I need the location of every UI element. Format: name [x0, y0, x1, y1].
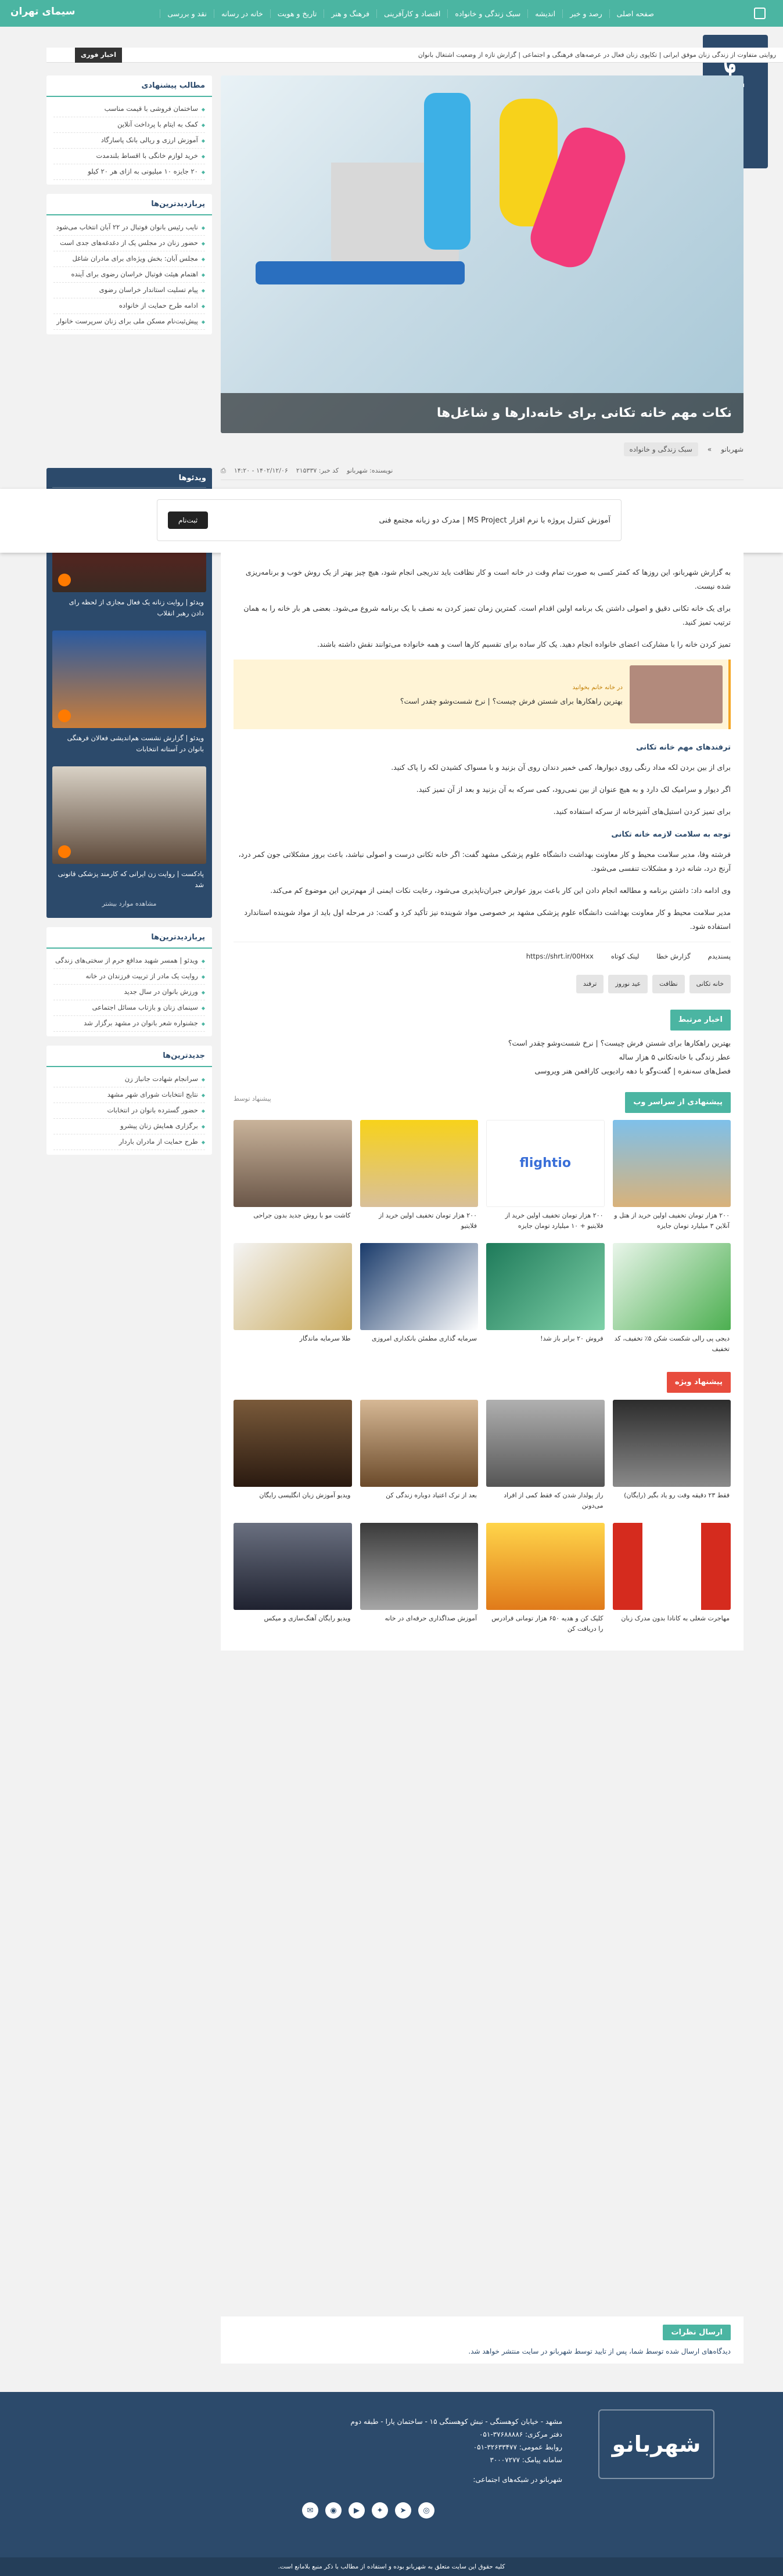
- author: نویسنده: شهربانو: [347, 467, 393, 474]
- section-heading: توجه به سلامت لازمه خانه تکانی: [611, 830, 731, 839]
- special-card[interactable]: بعد از ترک اعتیاد دوباره زندگی کن: [360, 1400, 479, 1515]
- paragraph: برای از بین بردن لکه مداد رنگی روی دیوارها، کمی خمیر دندان روی آن بزنید و با مسواک کشیدن لکه را پاک کنید.: [391, 763, 731, 772]
- hero-image: [221, 75, 744, 433]
- special-section: [234, 1372, 731, 1638]
- list-item[interactable]: ◆ ورزش بانوان در سال جدید: [53, 985, 205, 1000]
- article-meta: [221, 462, 744, 480]
- sponsored-card[interactable]: دیجی پی رالی شکست شکن ۵٪ تخفیف، کد تخفیف: [613, 1243, 731, 1358]
- list-item[interactable]: ◆ طرح حمایت از مادران باردار: [53, 1134, 205, 1150]
- list-item[interactable]: ◆ آموزش ارزی و ریالی بانک پاسارگاد: [53, 133, 205, 149]
- comments-section: [221, 2316, 744, 2364]
- list-item[interactable]: ◆ پیش‌ثبت‌نام مسکن ملی برای زنان سرپرست خانوار: [53, 314, 205, 330]
- section-title: پیشنهاد ویژه: [667, 1372, 731, 1393]
- sponsored-note: پیشنهاد توسط: [234, 1095, 271, 1103]
- special-card[interactable]: کلیک کن و هدیه ۶۵۰ هزار تومانی فرادرس را دریافت کن: [486, 1523, 605, 1638]
- list-item[interactable]: ◆ حضور گسترده بانوان در انتخابات: [53, 1103, 205, 1119]
- article-body: [221, 553, 744, 1651]
- top-navbar: [0, 0, 783, 27]
- video-thumbnail[interactable]: [52, 631, 206, 728]
- tag[interactable]: عید نوروز: [608, 975, 648, 993]
- video-caption[interactable]: ویدئو | گزارش نشست هم‌اندیشی فعالان فرهنگی بانوان در آستانه انتخابات: [67, 734, 204, 753]
- inline-related[interactable]: [234, 660, 731, 729]
- list-item[interactable]: ◆ سینمای زنان و بازتاب مسائل اجتماعی: [53, 1000, 205, 1016]
- main-nav: [160, 0, 661, 27]
- play-icon[interactable]: [58, 845, 71, 858]
- list-item[interactable]: ◆ نتایج انتخابات شورای شهر مشهد: [53, 1087, 205, 1103]
- sponsored-card[interactable]: طلا سرمایه ماندگار: [234, 1243, 352, 1358]
- box-title: پربازدیدترین‌ها: [46, 927, 212, 949]
- list-item[interactable]: ◆ جشنواره شعر بانوان در مشهد برگزار شد: [53, 1016, 205, 1032]
- video-thumbnail[interactable]: [52, 766, 206, 864]
- paragraph: فرشته وفا، مدیر سلامت محیط و کار معاونت بهداشت دانشگاه علوم پزشکی مشهد گفت: اگر خانه تکانی درست و اصولی نباشد، باعث بروز مشکلاتی جون کمر درد، آرنج درد، شانه درد و مشکلات تنفسی می‌شود.: [238, 850, 731, 873]
- related-news: [234, 1010, 731, 1078]
- ticker-label: اخبار فوری: [75, 48, 122, 63]
- ad-text[interactable]: آموزش کنترل پروژه با نرم افزار MS Project | مدرک دو زبانه مجتمع فنی: [379, 516, 610, 525]
- list-item[interactable]: ◆ سرانجام شهادت جانباز زن: [53, 1072, 205, 1087]
- list-item[interactable]: ◆ پیام تسلیت استاندار خراسان رضوی: [53, 283, 205, 298]
- box-title: مطالب پیشنهادی: [46, 75, 212, 97]
- list-item[interactable]: ◆ ادامه طرح حمایت از خانواده: [53, 298, 205, 314]
- nav-item[interactable]: تاریخ و هویت: [270, 9, 324, 18]
- share-bar: [234, 942, 731, 970]
- tag[interactable]: نظافت: [652, 975, 685, 993]
- play-icon[interactable]: [58, 574, 71, 586]
- ticker-text[interactable]: روایتی متفاوت از زندگی زنان موفق ایرانی | تکاپوی زنان فعال در عرصه‌های فرهنگی و اجتماعی | گزارش تازه از وضعیت اشتغال بانوان: [418, 51, 776, 59]
- nav-item[interactable]: صفحه اصلی: [609, 9, 661, 18]
- list-item[interactable]: ◆ ساختمان فروشی با قیمت مناسب: [53, 102, 205, 117]
- list-item[interactable]: ◆ کمک به ایتام با پرداخت آنلاین: [53, 117, 205, 133]
- twitter-icon[interactable]: ✦: [372, 2502, 388, 2519]
- nav-item[interactable]: اقتصاد و کارآفرینی: [376, 9, 447, 18]
- paragraph: برای تمیز کردن استیل‌های آشپزخانه از سرکه استفاده کنید.: [553, 807, 731, 816]
- suggested-box: [46, 75, 212, 185]
- special-card[interactable]: مهاجرت شغلی به کانادا بدون مدرک زبان: [613, 1523, 731, 1638]
- publish-date: ۱۴۰۲/۱۲/۰۶ - ۱۴:۲۰: [234, 467, 288, 474]
- nav-item[interactable]: نقد و بررسی: [160, 9, 214, 18]
- related-item[interactable]: بهترین راهکارها برای شستن فرش چیست؟ | نرخ شست‌وشو چقدر است؟: [508, 1039, 731, 1047]
- sms: سامانه پیامک: ۳۰۰۰۷۲۷۷: [490, 2456, 562, 2464]
- videos-more-link[interactable]: مشاهده موارد بیشتر: [102, 900, 157, 907]
- list-item[interactable]: ◆ روایت یک مادر از تربیت فرزندان در خانه: [53, 969, 205, 985]
- related-item[interactable]: عطر زندگی با خانه‌تکانی ۵ هزار ساله: [619, 1053, 731, 1061]
- special-card[interactable]: آموزش صداگذاری حرفه‌ای در خانه: [360, 1523, 479, 1638]
- aparat-icon[interactable]: ▶: [349, 2502, 365, 2519]
- latest-box: [46, 1046, 212, 1155]
- list-item[interactable]: ◆ برگزاری همایش زنان پیشرو: [53, 1119, 205, 1134]
- list-item[interactable]: ◆ ۲۰ جایزه ۱۰ میلیونی به ازای هر ۲۰ کیلو: [53, 164, 205, 180]
- popular-box: [46, 927, 212, 1036]
- phone: دفتر مرکزی: ۳۷۶۸۸۸۸۶-۰۵۱: [479, 2430, 562, 2438]
- brand-logo[interactable]: سیمای تهران: [10, 6, 76, 17]
- sponsored-card[interactable]: ۲۰۰ هزار تومان تخفیف اولین خرید از فلایتیو: [360, 1120, 479, 1235]
- ad-banner[interactable]: [0, 489, 783, 553]
- list-item[interactable]: ◆ ویدئو | همسر شهید مدافع حرم از سختی‌های زندگی: [53, 953, 205, 969]
- breadcrumb: [624, 442, 744, 456]
- breadcrumb-home[interactable]: شهربانو: [721, 445, 744, 453]
- address: مشهد - خیابان کوهسنگی - نبش کوهسنگی ۱۵ - ساختمان یارا - طبقه دوم: [350, 2418, 562, 2426]
- phone: روابط عمومی: ۳۲۶۳۳۴۷۷-۰۵۱: [473, 2443, 562, 2451]
- list-item[interactable]: ◆ نایب رئیس بانوان فوتبال در ۲۲ آبان انتخاب می‌شود: [53, 220, 205, 236]
- tag[interactable]: ترفند: [576, 975, 604, 993]
- nav-item[interactable]: فرهنگ و هنر: [324, 9, 376, 18]
- eitaa-icon[interactable]: ✉: [302, 2502, 318, 2519]
- special-card[interactable]: ویدیو آموزش زبان انگلیسی رایگان: [234, 1400, 352, 1515]
- sponsored-card[interactable]: کاشت مو با روش جدید بدون جراحی: [234, 1120, 352, 1235]
- article-lead: به گزارش شهربانو، این روزها که کمتر کسی به صورت تمام وقت در خانه است و کار نظافت باید تدریجی انجام شود، هیچ چیز بهتر از یک روش خوب و برنامه‌ریزی شده نیست.: [245, 568, 731, 590]
- article-title: نکات مهم خانه تکانی برای خانه‌دارها و شاغل‌ها: [221, 393, 744, 433]
- nav-item[interactable]: سبک زندگی و خانواده: [447, 9, 527, 18]
- mostread-box: [46, 194, 212, 334]
- home-icon[interactable]: [754, 8, 766, 19]
- footer: [0, 2392, 783, 2576]
- like-button[interactable]: پسندیدم: [707, 952, 731, 960]
- related-title[interactable]: بهترین راهکارها برای شستن فرش چیست؟ | نرخ شست‌وشو چقدر است؟: [400, 697, 623, 705]
- list-item[interactable]: ◆ حضور زنان در مجلس یک از دغدغه‌های جدی است: [53, 236, 205, 251]
- nav-item[interactable]: خانه در رسانه: [214, 9, 270, 18]
- special-grid: [234, 1400, 731, 1638]
- sponsored-grid: [234, 1120, 731, 1358]
- main-content: [221, 75, 744, 474]
- section-title: ارسال نظرات: [663, 2325, 731, 2340]
- comments-note: دیدگاه‌های ارسال شده توسط شما، پس از تایید توسط شهربانو در سایت منتشر خواهد شد.: [468, 2347, 731, 2355]
- paragraph: وی ادامه داد: داشتن برنامه و مطالعه انجام دادن این کار باعث بروز عوارض جبران‌ناپذیری می‌شود، رعایت نکات ایمنی از مهم‌ترین این موضوع کم می‌کند.: [270, 886, 731, 895]
- section-title: پیشنهادی از سراسر وب: [625, 1092, 731, 1113]
- copyright: کلیه حقوق این سایت متعلق به شهربانو بوده و استفاده از مطالب با ذکر منبع بلامانع است.: [0, 2557, 783, 2576]
- sponsored-card[interactable]: فروش ۲۰ برابر باز شد!: [486, 1243, 605, 1358]
- ad-button[interactable]: ثبت‌نام: [168, 511, 208, 529]
- news-ticker: [46, 48, 783, 63]
- print-icon[interactable]: ⎙: [221, 467, 226, 474]
- rss-icon[interactable]: ◉: [325, 2502, 342, 2519]
- mop-shape: [256, 261, 465, 284]
- ad-inner[interactable]: [157, 499, 622, 541]
- related-thumbnail[interactable]: [630, 665, 723, 723]
- report-button[interactable]: گزارش خطا: [656, 952, 691, 960]
- social-links: [302, 2502, 434, 2519]
- paragraph: تمیز کردن خانه را با مشارکت اعضای خانواده انجام دهید. یک کار ساده برای تقسیم کارها است و همه خانواده می‌توانند نقش داشته باشند.: [317, 640, 731, 648]
- bottle-shape: [424, 93, 470, 250]
- nav-item[interactable]: اندیشه: [527, 9, 562, 18]
- nav-item[interactable]: رصد و خبر: [562, 9, 609, 18]
- footer-logo[interactable]: شهربانو: [598, 2409, 714, 2479]
- footer-contact: [351, 2415, 562, 2486]
- special-card[interactable]: ویدیو رایگان آهنگ‌سازی و میکس: [234, 1523, 352, 1638]
- play-icon[interactable]: [58, 709, 71, 722]
- box-title: پربازدیدترین‌ها: [46, 194, 212, 215]
- video-card[interactable]: [52, 766, 206, 895]
- socials-label: شهربانو در شبکه‌های اجتماعی:: [473, 2476, 562, 2484]
- breadcrumb-sep: »: [707, 445, 712, 453]
- special-card[interactable]: فقط ۲۳ دقیقه وقت رو یاد بگیر (رایگان): [613, 1400, 731, 1515]
- paragraph: اگر دیوار و سرامیک لک دارد و به هیچ عنوان از بین نمی‌رود، کمی سرکه به آن بزنید و بعد از آن تمیز کنید.: [416, 785, 731, 794]
- box-title: جدیدترین‌ها: [46, 1046, 212, 1067]
- special-card[interactable]: راز پولدار شدن که فقط کمی از افراد می‌دونن: [486, 1400, 605, 1515]
- sponsored-card[interactable]: سرمایه گذاری مطمئن بانکداری امروزی: [360, 1243, 479, 1358]
- list-item[interactable]: ◆ مجلس آبان: بخش ویژه‌ای برای مادران شاغل: [53, 251, 205, 267]
- video-card[interactable]: [52, 631, 206, 759]
- instagram-icon[interactable]: ◎: [418, 2502, 434, 2519]
- shortlink-label: لینک کوتاه: [610, 952, 640, 960]
- paragraph: برای یک خانه تکانی دقیق و اصولی داشتن یک برنامه اولین اقدام است. کمترین زمان تمیز کردن به نصف با یک برنامه شروع می‌شود. بعضی هر بار خانه را به همان ترتیب تمیز کنید.: [243, 604, 731, 626]
- section-title: اخبار مرتبط: [670, 1010, 731, 1031]
- shortlink[interactable]: https://shrt.ir/00Hxx: [526, 952, 594, 960]
- tag-list: [234, 975, 731, 993]
- telegram-icon[interactable]: ➤: [395, 2502, 411, 2519]
- paragraph: مدیر سلامت محیط و کار معاونت بهداشت دانشگاه علوم پزشکی مشهد بر خصوصی مواد شوینده نیز تأکید کرد و گفت: در مرحله اول باید از مواد شوینده استاندارد استفاده شود.: [244, 908, 731, 931]
- breadcrumb-category[interactable]: سبک زندگی و خانواده: [624, 442, 698, 456]
- tag[interactable]: خانه تکانی: [689, 975, 731, 993]
- box-title: ویدئو‌ها: [52, 474, 206, 488]
- related-label: در خانه خانم بخوانید: [572, 684, 623, 691]
- related-item[interactable]: فصل‌های سه‌نفره | گفت‌وگو با دهه رادیویی کاراقمن هنر ویروسی: [534, 1067, 731, 1075]
- section-heading: ترفندهای مهم خانه تکانی: [636, 743, 731, 752]
- sidebar: [46, 75, 212, 1164]
- sponsored-card[interactable]: ۲۰۰ هزار تومان تخفیف اولین خرید از هتل و آنلاین ۳ میلیارد تومان جایزه: [613, 1120, 731, 1235]
- video-caption[interactable]: پادکست | روایت زن ایرانی که کارمند پزشکی قانونی شد: [58, 870, 204, 889]
- list-item[interactable]: ◆ خرید لوازم خانگی با اقساط بلندمدت: [53, 149, 205, 164]
- news-code: کد خبر: ۲۱۵۳۳۷: [296, 467, 339, 474]
- sponsored-section: [234, 1092, 731, 1358]
- video-caption[interactable]: ویدئو | روایت زنانه یک فعال مجازی از لحظه رای دادن رهبر انقلاب: [69, 598, 204, 617]
- sponsored-card[interactable]: flightio ۲۰۰ هزار تومان تخفیف اولین خرید از فلایتیو + ۱۰ میلیارد تومان جایزه: [486, 1120, 605, 1235]
- list-item[interactable]: ◆ اهتمام هیئت فوتبال خراسان رضوی برای آینده: [53, 267, 205, 283]
